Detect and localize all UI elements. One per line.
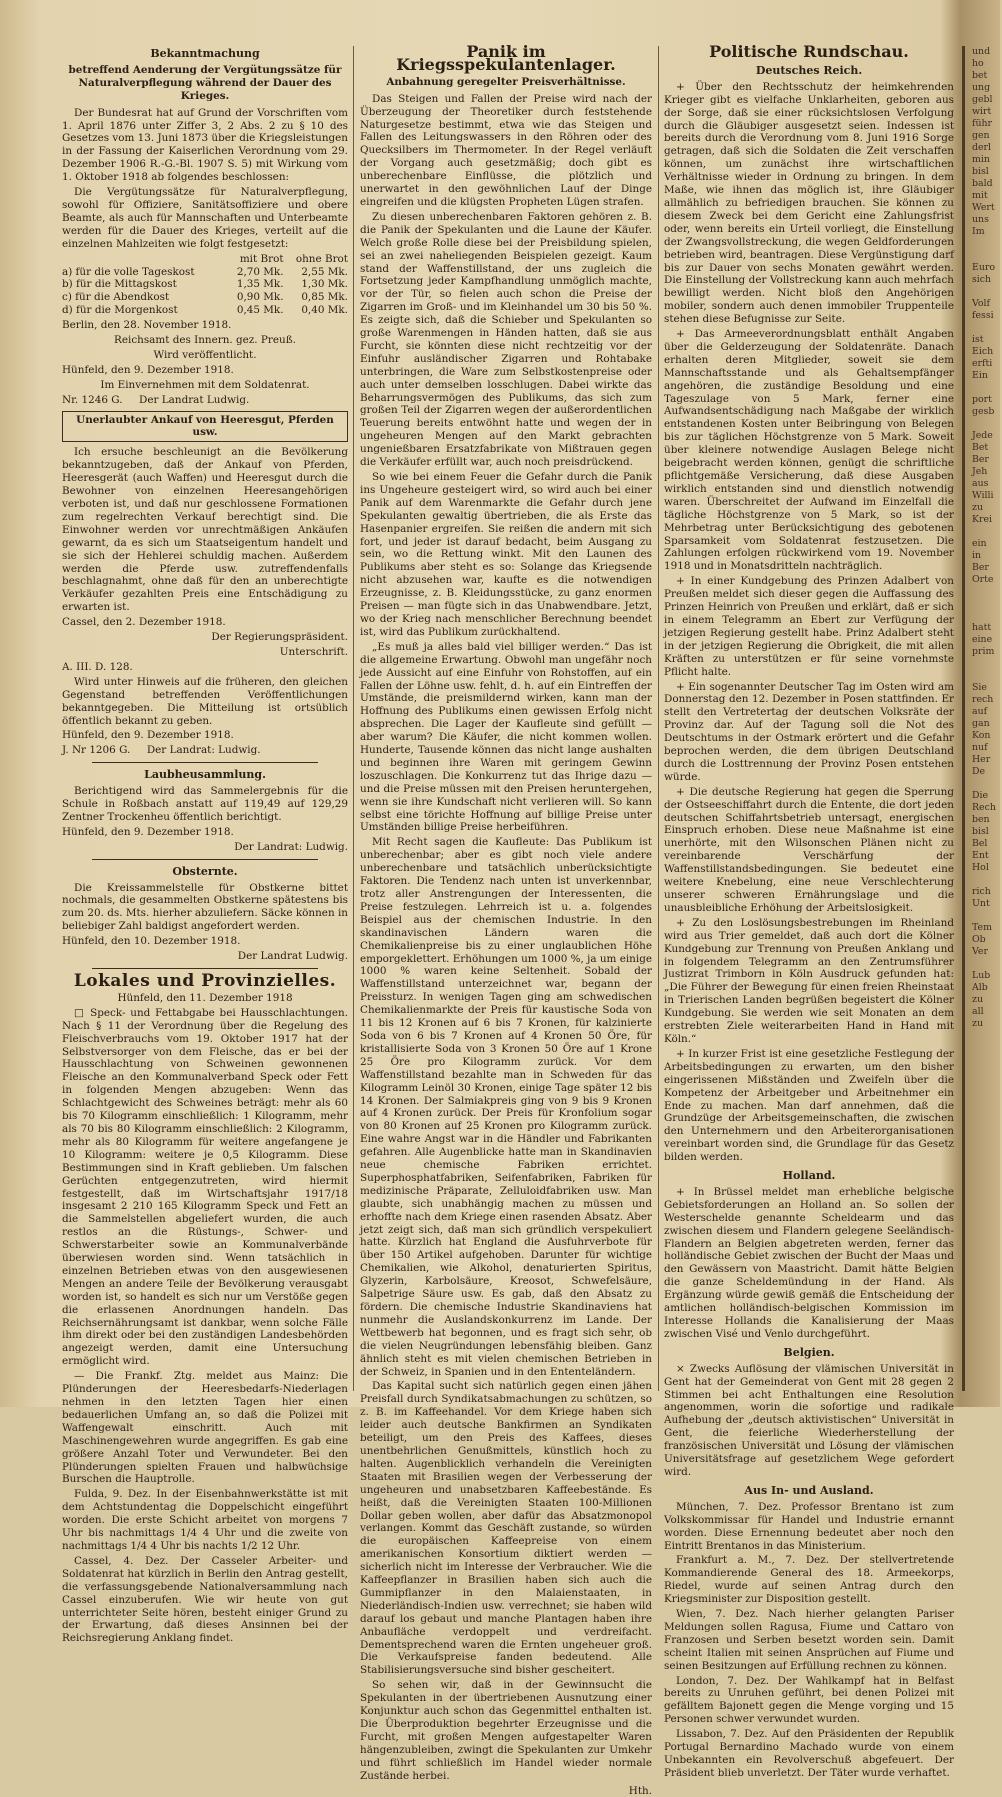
fragment-line: Euro bbox=[972, 262, 996, 273]
subsection-heading: Deutsches Reich. bbox=[755, 63, 863, 77]
fragment-line bbox=[972, 658, 1002, 670]
fragment-line: aus bbox=[972, 478, 989, 489]
fragment-line: auf bbox=[972, 706, 988, 717]
fragment-line: derl bbox=[972, 142, 992, 153]
news-item: München, 7. Dez. Professor Brentano ist zum Volkskommissar für Handel und Industrie ernannt worden. Diese Ernennung bedeutet aber noch den Eintritt Brentanos in das Ministerium. bbox=[664, 1500, 954, 1552]
fragment-line: bisl bbox=[972, 166, 989, 177]
notice-landrat: Der Landrat: Ludwig. bbox=[146, 744, 261, 757]
fragment-line: Hol bbox=[972, 862, 989, 873]
fragment-line: Wert bbox=[972, 202, 995, 213]
article-paragraph: Das Kapital sucht sich natürlich gegen einen jähen Preisfall durch Syndikatsabmachungen zu schützen, so z. B. im Kaffeehandel. Vor dem Kriege haben sich leider auch deutsche Bankfirmen an Syndikaten beteiligt, um den Preis des Kaffees, dieses unentbehrlichen Genußmittels, künstlich hoch zu halten. Augenblicklich verhandeln die Vereinigten Staaten mit Brasilien wegen der Verbesserung der ungeheuren und unabsetzbaren Kaffeebestände. Es heißt, daß die Vereinigten Staaten 100-Millionen Dollar geben wollen, aber dafür das Absatzmonopol verlangen. Kommt das Geschäft zustande, so würden die europäischen Kaffeepreise von einem amerikanischen Konsortium diktiert werden — sicherlich nicht im Interesse der Verbraucher. Wie die Kaffeepflanzer in Brasilien haben sich auch die Gummipflanzer in den Malaienstaaten, in Niederländisch-Indien usw. verrechnet; sie haben wild darauf los gebaut und manche Plantagen haben ihre Anbaufläche verdoppelt und verdreifacht. Dementsprechend waren die Ernten ungeheuer groß. Die Verkaufspreise fanden bedeutend. Alle Stabilisierungsversuche sind bisher gescheitert. bbox=[360, 1380, 652, 1677]
table-cell: d) für die Morgenkost bbox=[62, 304, 178, 317]
column-political-review bbox=[664, 42, 954, 1779]
article-paragraph: Zu diesen unberechenbaren Faktoren gehören z. B. die Panik der Spekulanten und die Laune der Käufer. Welch große Rolle diese bei der Preisbildung spielen, sei an zwei naheliegenden Beispielen gezeigt. Kaum stand der Waffenstillstand, der uns zugleich die Fortsetzung jeder Kampfhandlung unmöglich machte, vor der Tür, so fielen auch schon die Preise der Zigarren im Groß- und im Kleinhandel um 30 bis 50 %. Es zeigte sich, daß die Schieber und Spekulanten so große Warenmengen in Händen hatten, daß sie aus Furcht, sie könnten diese nicht rechtzeitig vor der Einfuhr ausländischer Zigarren und Rohtabake unterbringen, die Ware zum Selbstkostenpreise oder auch unter demselben losschlugen. Dabei wirkte das Beharrungsvermögen des Publikums, das sich zum großen Teil der Zigarren wegen der außerordentlichen Teuerung bereits entwöhnt hatte und wegen der in ungeheuren Mengen auf den Markt gebrachten ungenießbaren Ersatzfabrikate von Mißtrauen gegen die Verkäufer erfüllt war, auch noch preisdrückend. bbox=[360, 210, 652, 469]
fragment-line: Kon bbox=[972, 730, 991, 741]
fragment-line: erfti bbox=[972, 358, 993, 369]
fragment-line: prim bbox=[972, 646, 995, 657]
fragment-line: ben bbox=[972, 814, 990, 825]
notice-paragraph: Die Kreissammelstelle für Obstkerne bittet nochmals, die gesammelten Obstkerne spätestens bis zum 20. ds. Mts. hierher abzuliefern. Säcke können in beliebiger Zahl baldigst angefordert werden. bbox=[62, 881, 348, 933]
news-item: Lissabon, 7. Dez. Auf den Präsidenten der Republik Portugal Bernardino Machado wurde von einem Unbekannten ein Revolverschuß abgefeuert. Der Präsident blieb unverletzt. Der Täter wurde verhaftet. bbox=[664, 1728, 954, 1779]
table-cell: 2,70 Mk. bbox=[236, 265, 284, 278]
fragment-line: gen bbox=[972, 130, 990, 141]
fragment-line: all bbox=[972, 1006, 984, 1017]
fragment-line bbox=[972, 322, 1002, 334]
fragment-line: Bet bbox=[972, 442, 989, 453]
notice-number bbox=[62, 394, 348, 407]
news-item: Wien, 7. Dez. Nach hierher gelangten Pariser Meldungen sollen Ragusa, Fiume und Cattaro von Franzosen und Serben besetzt worden sein. Damit scheint Italien mit seinen Ansprüchen auf Fiume und seinen Besitzungen auf Erfüllung rechnen zu können. bbox=[664, 1608, 954, 1672]
fragment-line: rich bbox=[972, 886, 991, 897]
fragment-line: ein bbox=[972, 538, 987, 549]
fragment-line: Sie bbox=[972, 682, 987, 693]
article-signature: Hth. bbox=[628, 1784, 652, 1797]
rates-table bbox=[62, 253, 348, 318]
notice-number-text: Nr. 1246 G. bbox=[62, 393, 123, 406]
fragment-line: Ob bbox=[972, 934, 986, 945]
article-paragraph: + In einer Kundgebung des Prinzen Adalbert von Preußen meldet sich dieser gegen die Auffassung des Prinzen Heinrich von Preußen und erklärt, daß er sich in einem Telegramm an Ebert zur Verfügung der jetzigen Regierung gestellt habe. Prinz Adalbert steht in der jetzigen Regierung die Obrigkeit, die mit allen Kräften zu unterstützen er für seine vornehmste Pflicht halte. bbox=[664, 575, 954, 678]
fragment-line: Die bbox=[972, 790, 989, 801]
fragment-line: Rech bbox=[972, 802, 996, 813]
notice-date: Berlin, den 28. November 1918. bbox=[62, 319, 232, 332]
notice-heading: Bekanntmachung bbox=[150, 47, 260, 60]
fragment-line bbox=[972, 874, 1002, 886]
divider bbox=[92, 968, 318, 969]
fragment-line: zu bbox=[972, 1018, 983, 1029]
article-paragraph: + Ein sogenannter Deutscher Tag im Osten wird am Donnerstag den 12. Dezember in Posen stattfinden. Er stellt den Vertretertag der deutschen Volksräte der Provinz dar. Auf der Tagung soll die Not des Deutschtums in der Ostmark erörtert und die Gefahr beprochen werden, die dem übrigen Deutschland durch die Losttrennung der Provinz Posen entstehen würde. bbox=[664, 680, 954, 783]
article-paragraph: „Es muß ja alles bald viel billiger werden.“ Das ist die allgemeine Erwartung. Obwohl man ungefähr noch jede Aussicht auf eine Einfuhr von Rohstoffen, auf ein Fallen der Löhne usw. fehlt, d. h. auf ein Eintreffen der Umstände, die preismildernd wirken, kann man der Hoffnung des Publikums einen gewissen Erfolg nicht absprechen. Die Lager der Kaufleute sind gefüllt — aber warum? Die Käufer, die nicht kommen wollen. Hunderte, Tausende können das nicht lange aushalten und beginnen ihre Waren mit geringem Gewinn loszuschlagen. Die Konkurrenz tut das Ihrige dazu — und die Preise müssen mit den Preisen heruntergehen, wenn sie ihre Kundschaft nicht verlieren will. So kann selbst eine törichte Hoffnung auf billige Preise unter Umständen billige Preise herbeiführen. bbox=[360, 640, 652, 834]
fragment-line: eine bbox=[972, 634, 993, 645]
table-header-row bbox=[62, 253, 348, 266]
article-headline: Panik im Kriegsspekulantenlager. bbox=[396, 42, 616, 74]
article-paragraph: □ Speck- und Fettabgabe bei Hausschlachtungen. Nach § 11 der Verordnung über die Regelung des Fleischverbrauchs vom 19. Oktober 1917 hat der Selbstversorger von dem Fleische, das er bei der Hausschlachtung von Schweinen gewonnenen Fleische an den Kommunalverband Speck oder Fett in folgenden Mengen abzugeben: Wenn das Schlachtgewicht des Schweines beträgt: mehr als 60 bis 70 Kilogramm einschließlich: 1 Kilogramm, mehr als 70 bis 80 Kilogramm einschließlich: 2 Kilogramm, mehr als 80 Kilogramm für weitere angefangene je 10 Kilogramm: weitere je 0,5 Kilogramm. Diese Bestimmungen sind in Kraft geblieben. Um falschen Gerüchten entgegenzutreten, wird hiermit festgestellt, daß im Wirtschaftsjahr 1917/18 insgesamt 2 210 165 Kilogramm Speck und Fett an die Sammelstellen abgeliefert wurden, die auch restlos an die Rüstungs-, Schwer- und Schwerstarbeiter sowie an Kommunalverbände überwiesen worden sind. Wenn tatsächlich in einzelnen Betrieben etwas von den ausgewiesenen Mengen an andere Teile der Bevölkerung verausgabt worden ist, so handelt es sich nur um Verstöße gegen die erlassenen Anordnungen handeln. Das Reichsernährungsamt ist dankbar, wenn solche Fälle ihm direkt oder bei den zuständigen Landesbehörden angezeigt werden, damit eine Untersuchung ermöglicht wird. bbox=[62, 1006, 348, 1368]
notice-heading: Obsternte. bbox=[172, 864, 238, 878]
fragment-line: fessi bbox=[972, 310, 994, 321]
notice-landrat: Der Landrat: Ludwig. bbox=[234, 840, 348, 853]
column-article-panic bbox=[360, 42, 652, 1797]
fragment-line: bald bbox=[972, 178, 993, 189]
article-paragraph: × Zwecks Auflösung der vlämischen Universität in Gent hat der Gemeinderat von Gent mit 28 gegen 2 Stimmen bei acht Enthaltungen eine Resolution angenommen, worin die sofortige und radikale Aufhebung der „deutsch aktivistischen“ Universität in Gent, die feierliche Wiederherstellung der französischen Universität und Lösung der vlämischen Universitätsfrage auf gesetzlichem Wege gefordert wird. bbox=[664, 1362, 954, 1478]
fragment-line: Jede bbox=[972, 430, 993, 441]
fragment-line: Alb bbox=[972, 982, 988, 993]
column-rule bbox=[658, 46, 659, 1391]
fragment-line: in bbox=[972, 550, 982, 561]
notice-subtitle: betreffend Aenderung der Vergütungssätze für Naturalverpflegung während der Dauer des Krieges. bbox=[68, 63, 342, 102]
fragment-line bbox=[972, 382, 1002, 394]
fragment-line: ho bbox=[972, 58, 984, 69]
fragment-line: uns bbox=[972, 214, 989, 225]
table-cell: 0,85 Mk. bbox=[301, 291, 348, 304]
fragment-line: bisl bbox=[972, 826, 989, 837]
subsection-heading: Aus In- und Ausland. bbox=[744, 1483, 874, 1497]
fragment-line bbox=[972, 586, 1002, 598]
table-cell: 0,90 Mk. bbox=[236, 291, 284, 304]
fragment-line: Ent bbox=[972, 850, 989, 861]
notice-number bbox=[62, 744, 348, 757]
notice-paragraph: Die Vergütungssätze für Naturalverpflegung, sowohl für Offiziere, Sanitätsoffiziere und obere Beamte, als auch für Mannschaften und Unterbeamte werden für die Dauer des Krieges, verteilt auf die einzelnen Mahlzeiten wie folgt festgesetzt: bbox=[62, 186, 348, 250]
fragment-line: Bel bbox=[972, 838, 988, 849]
fragment-line bbox=[972, 418, 1002, 430]
article-paragraph: Fulda, 9. Dez. In der Eisenbahnwerkstätte ist mit dem Achtstundentag die Doppelschicht eingeführt worden. Die erste Schicht arbeitet von morgens 7 Uhr bis nachmittags 1/4 4 Uhr und die zweite von nachmittags 1/4 4 Uhr bis nachts 1/2 12 Uhr. bbox=[62, 1488, 348, 1552]
boxed-notice-heading: Unerlaubter Ankauf von Heeresgut, Pferden usw. bbox=[62, 411, 348, 443]
fragment-line: ist bbox=[972, 334, 984, 345]
article-paragraph: + In kurzer Frist ist eine gesetzliche Festlegung der Arbeitsbedingungen zu erwarten, um den bisher eingerissenen Mißständen und Zweifeln über die Kompetenz der Arbeitgeber und Arbeitnehmer ein Ende zu machen. Man darf annehmen, daß die Grundzüge der Arbeitsgemeinschaften, die zwischen den Unternehmern und den Arbeiterorganisationen vereinbart worden sind, die Grundlage für das Gesetz bilden werden. bbox=[664, 1047, 954, 1164]
column-next-page-fragment bbox=[972, 46, 1002, 1391]
fragment-line: rech bbox=[972, 694, 994, 705]
fragment-line: Her bbox=[972, 754, 991, 765]
fragment-line bbox=[972, 778, 1002, 790]
fragment-line: Ver bbox=[972, 946, 988, 957]
fragment-line: sich bbox=[972, 274, 992, 285]
fragment-line: Ber bbox=[972, 454, 989, 465]
fragment-line: port bbox=[972, 394, 992, 405]
fragment-line: zu bbox=[972, 994, 983, 1005]
fragment-line bbox=[972, 238, 1002, 250]
article-paragraph: So sehen wir, daß in der Gewinnsucht die Spekulanten in der übertriebenen Ausnutzung einer Konjunktur auch schon das Gegenmittel enthalten ist. Die Überproduktion begehrter Erzeugnisse und die Furcht, mit großen Mengen aufgestapelter Waren hängenzubleiben, zwingt die Spekulanten zur Umkehr und führt schließlich im Handel wieder normale Zustände herbei. bbox=[360, 1679, 652, 1782]
fragment-line: De bbox=[972, 766, 986, 777]
fragment-line: gesb bbox=[972, 406, 995, 417]
table-row bbox=[62, 278, 348, 291]
fragment-line: hatt bbox=[972, 622, 992, 633]
notice-paragraph: Ich ersuche beschleunigt an die Bevölkerung bekanntzugeben, daß der Ankauf von Pferden, Heeresgerät (auch Waffen) und Heeresgut durch die Bewohner von einzelnen Heeresangehörigen verboten ist, und daß nur geschlossene Formationen zum regelrechten Verkauf berechtigt sind. Die Einwohner werden vor unrechtmäßigen Ankäufen gewarnt, da es sich um Staatseigentum handelt und sie sich der Hehlerei schuldig machen. Außerdem werden die Pferde usw. zutreffendenfalls beschlagnahmt, ohne daß für den an unberechtigte Verkäufer gezahlten Preis eine Entschädigung zu erwarten ist. bbox=[62, 446, 348, 614]
table-cell: 1,35 Mk. bbox=[236, 278, 284, 291]
fragment-line bbox=[972, 610, 1002, 622]
table-cell: b) für die Mittagskost bbox=[62, 278, 177, 291]
fragment-line bbox=[972, 670, 1002, 682]
dateline: Hünfeld, den 11. Dezember 1918 bbox=[117, 991, 293, 1004]
table-header-cell: mit Brot bbox=[239, 252, 284, 265]
article-paragraph: + Die deutsche Regierung hat gegen die Sperrung der Ostseeschiffahrt durch die Entente, die dort jeden deutschen Schiffahrtsbetrieb untersagt, energischen Einspruch erhoben. Diese neue Maßnahme ist eine unerhörte, mit den Wilsonschen Plänen nicht zu vereinbarende Verschärfung der Waffenstillstandsbedingungen. Sie bedeutet eine weitere Knebelung, eine neue Verschlechterung unserer schweren Ernährungslage und die unausbleibliche Erhöhung der Arbeitslosigkeit. bbox=[664, 785, 954, 914]
fragment-line: zu bbox=[972, 502, 983, 513]
table-header-cell: ohne Brot bbox=[295, 252, 348, 265]
fragment-line: Unt bbox=[972, 898, 990, 909]
table-header-cell bbox=[62, 253, 226, 266]
fragment-line: min bbox=[972, 154, 990, 165]
article-paragraph: — Die Frankf. Ztg. meldet aus Mainz: Die Plünderungen der Heeresbedarfs-Niederlagen nehmen in den letzten Tagen hier einen bedauerlichen Umfang an, so daß die Polizei mit Waffengewalt einschritt. Auch mit Maschinengewehren wurde angegriffen. Es gab eine größere Anzahl Toter und Verwundeter. Bei den Plünderungen spielten Frauen und halbwüchsige Burschen die Hauptrolle. bbox=[62, 1370, 348, 1486]
article-paragraph: + Zu den Loslösungsbestrebungen im Rheinland wird aus Trier gemeldet, daß auch dort die Kölner Kundgebung zur Trennung von Preußen Anklang und in folgendem Telegramm an den Zentrumsführer Justizrat Trimborn in Köln Ausdruck gefunden hat: „Die Führer der Bewegung für einen freien Rheinstaat in Trierischen Landen begrüßen begeistert die Kölner Kundgebung. Sie werden wie seit Monaten an dem erstrebten Ziele weiterarbeiten Hand in Hand mit Köln.“ bbox=[664, 916, 954, 1045]
fragment-line bbox=[972, 286, 1002, 298]
table-row bbox=[62, 266, 348, 279]
fragment-line: Krei bbox=[972, 514, 993, 525]
table-cell: 0,45 Mk. bbox=[236, 304, 284, 317]
notice-number-text: J. Nr 1206 G. bbox=[62, 744, 131, 757]
notice-place: Hünfeld, den 9. Dezember 1918. bbox=[62, 363, 234, 376]
fragment-line: Ein bbox=[972, 370, 988, 381]
fragment-line: ung bbox=[972, 82, 991, 93]
news-item: Frankfurt a. M., 7. Dez. Der stellvertretende Kommandierende General des 18. Armeekorps, Riedel, wurde auf seinen Antrag durch den Kriegsminister zur Disposition gestellt. bbox=[664, 1554, 954, 1606]
fragment-line bbox=[972, 526, 1002, 538]
notice-office-signature: Unterschrift. bbox=[279, 645, 348, 658]
divider bbox=[92, 762, 318, 763]
divider bbox=[92, 859, 318, 860]
subsection-heading: Belgien. bbox=[783, 1345, 835, 1359]
article-paragraph: Cassel, 4. Dez. Der Casseler Arbeiter- und Soldatenrat hat kürzlich in Berlin den Antrag gestellt, die verfassungsgebende Nationalversammlung nach Cassel einzuberufen. Wie wir heute von gut unterrichteter Seite hören, besteht einiger Grund zu der Erwartung, daß dieses Ansinnen bei der Reichsregierung Anklang findet. bbox=[62, 1554, 348, 1645]
fragment-line: Im bbox=[972, 226, 985, 237]
notice-place: Hünfeld, den 9. Dezember 1918. bbox=[62, 825, 234, 838]
table-row bbox=[62, 304, 348, 317]
fragment-line: Willi bbox=[972, 490, 994, 501]
article-paragraph: + Über den Rechtsschutz der heimkehrenden Krieger gibt es vielfache Unklarheiten, geboren aus der Sorge, daß sie einer rücksichtslosen Verfolgung durch die Gläubiger ausgesetzt seien. Indessen ist bereits durch die Verordnung vom 8. Juni 1916 Sorge getragen, daß sich die Soldaten die Zeit verschaffen können, um zunächst ihre wirtschaftlichen Verhältnisse wieder in Ordnung zu bringen. In dem Maße, wie ihnen das möglich ist, ihre Gläubiger allmählich zu befriedigen brauchen. Sie können zu diesem Zweck bei dem Gericht eine Zahlungsfrist oder, wenn bereits ein Urteil vorliegt, die Einstellung der Zwangsvollstreckung, die wegen Geldforderungen betrieben wird, beantragen. Diese Vergünstigung darf bis zur Dauer von sechs Monaten gewährt werden. Die Einstellung der Vollstreckung kann auch mehrfach bewilligt werden. Nicht bloß den Angehörigen mobiler, sondern auch denen immobiler Truppenteile stehen diese Befugnisse zur Seite. bbox=[664, 80, 954, 326]
article-paragraph: + Das Armeeverordnungsblatt enthält Angaben über die Gelderzeugung der Soldatenräte. Danach erhalten deren Mitglieder, soweit sie dem Mannschaftsstande und als Gehaltsempfänger angehören, die zuständige Besoldung und eine Tageszulage von 5 Mark, ferner eine Aufwandsentschädigung nach Maßgabe der wirklich entstandenen Kosten unter Beibringung von Belegen bis zur täglichen Höchstgrenze von 5 Mark. Soweit über kleinere notwendige Auslagen Belege nicht beigebracht werden können, genügt die schriftliche pflichtgemäße Versicherung, daß diese Ausgaben wirklich entstanden sind und dienstlich notwendig waren. Überschreitet der Aufwand im Einzelfall die tägliche Höchstgrenze von 5 Mark, so ist der Mehrbetrag unter Berücksichtigung des gebotenen Sparsamkeit vom Soldatenrat festzusetzen. Die Zahlungen erfolgen rückwirkend vom 19. November 1918 und in Monatsdritteln nachträglich. bbox=[664, 328, 954, 573]
notice-office: Der Regierungspräsident. bbox=[211, 631, 348, 644]
notice-agreement: Im Einvernehmen mit dem Soldatenrat. bbox=[100, 378, 310, 391]
fragment-line: führ bbox=[972, 118, 993, 129]
page-gutter bbox=[962, 46, 965, 1391]
notice-paragraph: Wird unter Hinweis auf die früheren, den gleichen Gegenstand betreffenden Veröffentlichungen bekanntgegeben. Die Mitteilung ist ortsüblich öffentlich bekannt zu geben. bbox=[62, 675, 348, 727]
notice-published: Wird veröffentlicht. bbox=[153, 348, 257, 361]
article-paragraph: Mit Recht sagen die Kaufleute: Das Publikum ist unberechenbar; aber es gibt noch viele andere unberechenbare und tatsächlich unberücksichtigte Faktoren. Die Tendenz nach unten ist unverkennbar, trotz aller Anstrengungen der Interessenten, die Preise festzulegen. Lehrreich ist u. a. folgendes Beispiel aus der chemischen Industrie. In den skandinavischen Ländern waren die Chemikalienpreise bis zu einer unglaublichen Höhe emporgeklettert. Erhöhungen um 1000 %, ja um einige 1000 % waren keine Seltenheit. Sobald der Waffenstillstand unterzeichnet war, begann der Preissturz. In wenigen Tagen ging am schwedischen Chemikalienmarkte der Preis für kaustische Soda von 11 bis 12 Kronen auf 6 bis 7 Kronen, für kalzinierte Soda von 6 bis 7 Kronen auf 4 Kronen 50 Öre, für kristallisierte Soda von 3 Kronen 50 Öre auf 1 Krone 25 Öre pro Kilogramm zurück. Vor dem Waffenstillstand bezahlte man in Schweden für das Kilogramm Leinöl 30 Kronen, einige Tage später 12 bis 14 Kronen. Der Salmiakpreis ging von 9 bis 9 Kronen auf 4 Kronen zurück. Der Preis für Kronfolium sogar von 80 Kronen auf 25 Kronen pro Kilogramm zurück. Eine wahre Angst war in die Händler und Fabrikanten gefahren. Alle Augenblicke hatte man in Skandinavien neue chemische Fabriken errichtet. Superphosphatfabriken, Seifenfabriken, Fabriken für medizinische Präparate, Zelluloidfabriken usw. Man glaubte, sich unabhängig machen zu müssen und erhoffte nach dem Kriege einen rasenden Absatz. Aber jetzt zeigt sich, daß man sich gründlich verspekuliert hatte. Kürzlich hat England die Ausfuhrverbote für über 150 Artikel aufgehoben. Darunter für wichtige Chemikalien, wie Alkohol, denaturierten Spiritus, Glyzerin, Karbolsäure, Kreosot, Schwefelsäure, Salpetrige Säure usw. Es gab, daß den Absatz zu fördern. Die chemische Industrie Skandinaviens hat nunmehr die Auslandskonkurrenz im Lande. Der Wettbewerb hat begonnen, und es fragt sich sehr, ob die vielen Neugründungen lebensfähig bleiben. Ganz ähnlich steht es mit vielen chemischen Betrieben in der Schweiz, in Spanien und in den Ententeländern. bbox=[360, 836, 652, 1378]
fragment-line: Eich bbox=[972, 346, 994, 357]
article-paragraph: So wie bei einem Feuer die Gefahr durch die Panik ins Ungeheure gesteigert wird, so wird auch bei einer Panik auf dem Warenmarkte die Gefahr durch jene Spekulanten gewaltig übertrieben, die als Erste das Hasenpanier ergreifen. Sie reißen die andern mit sich fort, und jeder ist darauf bedacht, beim Ausgang zu sein, wo die Rettung winkt. Mit den Launen des Publikums aber steht es so: Solange das Kriegsende nicht abzusehen war, kaufte es die notwendigen Erzeugnisse, z. B. Kleidungsstücke, zu ganz enormen Preisen — man fügte sich in das Unabwendbare. Jetzt, wo der Krieg nach menschlicher Berechnung beendet ist, wird das Publikum zurückhaltend. bbox=[360, 471, 652, 638]
fragment-line: bet bbox=[972, 70, 988, 81]
subsection-heading: Holland. bbox=[782, 1169, 836, 1183]
fragment-line: Lub bbox=[972, 970, 991, 981]
fragment-line bbox=[972, 250, 1002, 262]
article-subtitle: Anbahnung geregelter Preisverhältnisse. bbox=[386, 75, 626, 88]
notice-landrat: Der Landrat Ludwig. bbox=[139, 393, 250, 406]
news-item: London, 7. Dez. Der Wahlkampf hat in Belfast bereits zu Unruhen geführt, bei denen Polizei mit gefälltem Bajonett gegen die Menge vorging und 15 Personen schwer verwundet wurden. bbox=[664, 1674, 954, 1726]
fragment-line: und bbox=[972, 46, 991, 57]
column-rule bbox=[353, 46, 354, 1391]
notice-paragraph: Berichtigend wird das Sammelergebnis für die Schule in Roßbach anstatt auf 119,49 auf 129,29 Zentner Trockenheu öffentlich berichtigt. bbox=[62, 785, 348, 823]
table-cell: a) für die volle Tageskost bbox=[62, 265, 195, 278]
table-cell: 2,55 Mk. bbox=[301, 265, 348, 278]
fragment-line bbox=[972, 598, 1002, 610]
fragment-line: Orte bbox=[972, 574, 994, 585]
fragment-line: Jeh bbox=[972, 466, 988, 477]
notice-paragraph: Der Bundesrat hat auf Grund der Vorschriften vom 1. April 1876 unter Ziffer 3, 2 Abs. 2 zu § 10 des Gesetzes vom 13. Juni 1873 über die Kriegsleistungen in der Fassung der Kaiserlichen Verordnung vom 29. Dezember 1906 R.-G.-Bl. 1907 S. 5) mit Wirkung vom 1. Oktober 1918 ab folgendes beschlossen: bbox=[62, 106, 348, 184]
fragment-line: Volf bbox=[972, 298, 991, 309]
notice-heading: Laubheusammlung. bbox=[144, 768, 266, 782]
fragment-line: gan bbox=[972, 718, 990, 729]
fragment-line: nuf bbox=[972, 742, 988, 753]
notice-place: Hünfeld, den 9. Dezember 1918. bbox=[62, 729, 234, 742]
article-paragraph: + In Brüssel meldet man erhebliche belgische Gebietsforderungen an Holland an. So sollen der Westerschelde genannte Scheldearm und das zwischen diesem und Flandern gelegene Seeländisch-Flandern an Belgien abgetreten werden, ferner das holländische Gebiet zwischen der Bucht der Maas und den Gewässern von Maastricht. Damit hätte Belgien die ganze Scheldemündung in der Hand. Als Ergänzung würde gewiß gemäß die Entscheidung der amtlichen holländisch-belgischen Kommission im Interesse Hollands die Kanalisierung der Maas zwischen Visé und Venlo durchgeführt. bbox=[664, 1185, 954, 1340]
notice-place: Hünfeld, den 10. Dezember 1918. bbox=[62, 935, 241, 948]
column-official-notices bbox=[62, 46, 348, 1645]
section-heading: Politische Rundschau. bbox=[709, 42, 909, 61]
fragment-line: wirt bbox=[972, 106, 992, 117]
notice-date: Cassel, den 2. Dezember 1918. bbox=[62, 616, 226, 629]
fragment-line bbox=[972, 958, 1002, 970]
notice-signer: Reichsamt des Innern. gez. Preuß. bbox=[114, 334, 296, 347]
fragment-line bbox=[972, 910, 1002, 922]
table-cell: 1,30 Mk. bbox=[301, 278, 348, 291]
table-row bbox=[62, 291, 348, 304]
table-cell: 0,40 Mk. bbox=[301, 304, 348, 317]
fragment-line: Tem bbox=[972, 922, 992, 933]
fragment-line: mit bbox=[972, 190, 988, 201]
notice-number: A. III. D. 128. bbox=[62, 660, 133, 673]
notice-landrat: Der Landrat Ludwig. bbox=[237, 950, 348, 963]
fragment-line: gebl bbox=[972, 94, 993, 105]
table-cell: c) für die Abendkost bbox=[62, 291, 170, 304]
article-paragraph: Das Steigen und Fallen der Preise wird nach der Überzeugung der Theoretiker durch feststehende Naturgesetze bestimmt, etwa wie das Steigen und Fallen des Leitungswassers in den Röhren oder des Quecksilbers im Thermometer. In der Regel verläuft der Vorgang auch gesetzmäßig; doch gibt es unberechenbare Einflüsse, die plötzlich und unerwartet in den gewöhnlichen Lauf der Dinge eingreifen und die klügsten Propheten Lügen strafen. bbox=[360, 92, 652, 208]
fragment-line: Ber bbox=[972, 562, 989, 573]
section-heading: Lokales und Provinzielles. bbox=[73, 971, 337, 991]
